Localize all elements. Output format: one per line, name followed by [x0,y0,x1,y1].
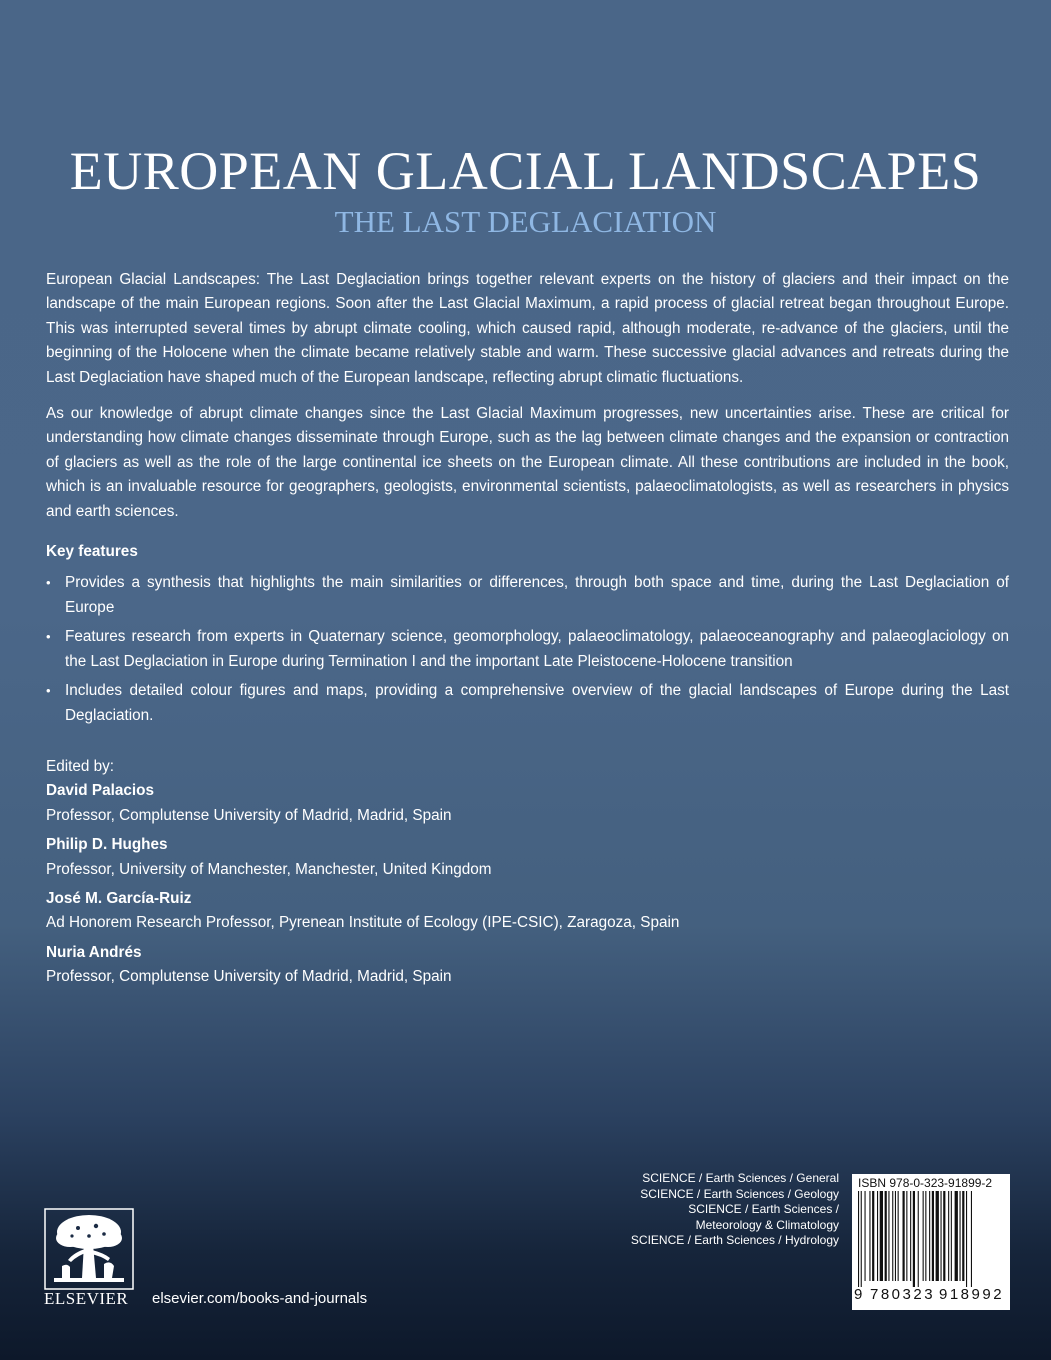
subject-line: SCIENCE / Earth Sciences / [688,1202,839,1217]
barcode-digits-left: 780323 [870,1286,936,1303]
barcode-bars-icon [858,1191,1004,1287]
publisher-name: ELSEVIER [44,1289,129,1308]
bullet-icon: • [46,575,51,591]
editor-name: Nuria Andrés [46,943,142,961]
editor-affiliation: Professor, Complutense University of Madrid, Madrid, Spain [46,806,452,824]
bullet-icon: • [46,683,51,699]
subject-categories [580,1171,839,1249]
description-paragraph-1: European Glacial Landscapes: The Last Deglaciation brings together relevant experts on the history of glaciers and their impact on the landscape of the main European regions. Soon after the Last Glacial Maximum, a rapid process of glacial retreat began throughout Europe. This was interrupted several times by abrupt climate cooling, which caused rapid, although moderate, re-advance of the glaciers, until the beginning of the Holocene when the climate became relatively stable and warm. These successive glacial advances and retreats during the Last Deglaciation have shaped much of the European landscape, reflecting abrupt climatic fluctuations. [46,271,1009,386]
editor-entry [46,887,1009,936]
editor-name: David Palacios [46,782,154,800]
key-feature-item [46,571,1009,620]
editor-entry [46,779,1009,828]
editor-name: Philip D. Hughes [46,836,168,854]
editor-entry [46,833,1009,882]
barcode-digits-right: 918992 [939,1286,1005,1303]
book-title: EUROPEAN GLACIAL LANDSCAPES [69,141,982,201]
subject-line: SCIENCE / Earth Sciences / General [642,1171,839,1185]
editor-affiliation: Ad Honorem Research Professor, Pyrenean Institute of Ecology (IPE-CSIC), Zaragoza, Spain [46,914,680,932]
barcode-digit-lead: 9 [854,1286,863,1303]
subject-line: SCIENCE / Earth Sciences / Hydrology [630,1233,839,1248]
key-features-list [46,571,1009,727]
key-feature-text: Features research from experts in Quaternary science, geomorphology, palaeoclimatology, palaeoceanography and palaeoglaciology on the Last Deglaciation in Europe during Termination I and the important Late Pleistocene-Holocene transition [65,628,1009,670]
bullet-icon: • [46,629,51,645]
edited-by-label: Edited by: [46,757,115,775]
isbn-number: ISBN 978-0-323-91899-2 [858,1176,993,1190]
key-feature-text: Includes detailed colour figures and maps, providing a comprehensive overview of the glacial landscapes of Europe during the Last Deglaciation. [65,682,1009,724]
subject-line: Meteorology & Climatology [695,1217,839,1232]
isbn-barcode [852,1174,1010,1310]
editors-section [46,755,1009,990]
subject-line: SCIENCE / Earth Sciences / Geology [640,1186,839,1201]
publisher-url[interactable]: elsevier.com/books-and-journals [152,1290,368,1307]
editor-entry [46,941,1009,990]
key-feature-item [46,679,1009,728]
key-feature-text: Provides a synthesis that highlights the main similarities or differences, through both space and time, during the Last Deglaciation of Europe [65,574,1009,616]
editor-name: José M. García-Ruiz [46,889,192,907]
key-feature-item [46,625,1009,674]
editor-affiliation: Professor, University of Manchester, Manchester, United Kingdom [46,860,492,878]
editor-affiliation: Professor, Complutense University of Madrid, Madrid, Spain [46,968,452,986]
elsevier-tree-logo-icon [44,1208,134,1290]
key-features-heading: Key features [46,543,138,561]
back-cover-content [46,268,1009,995]
description-paragraph-2: As our knowledge of abrupt climate changes since the Last Glacial Maximum progresses, new uncertainties arise. These are critical for understanding how climate changes disseminate through Europe, such as the lag between climate changes and the expansion or contraction of glaciers as well as the role of the large continental ice sheets on the European climate. All these contributions are included in the book, which is an invaluable resource for geographers, geologists, environmental scientists, palaeoclimatologists, as well as researchers in physics and earth sciences. [46,405,1009,520]
book-subtitle: THE LAST DEGLACIATION [334,204,717,239]
